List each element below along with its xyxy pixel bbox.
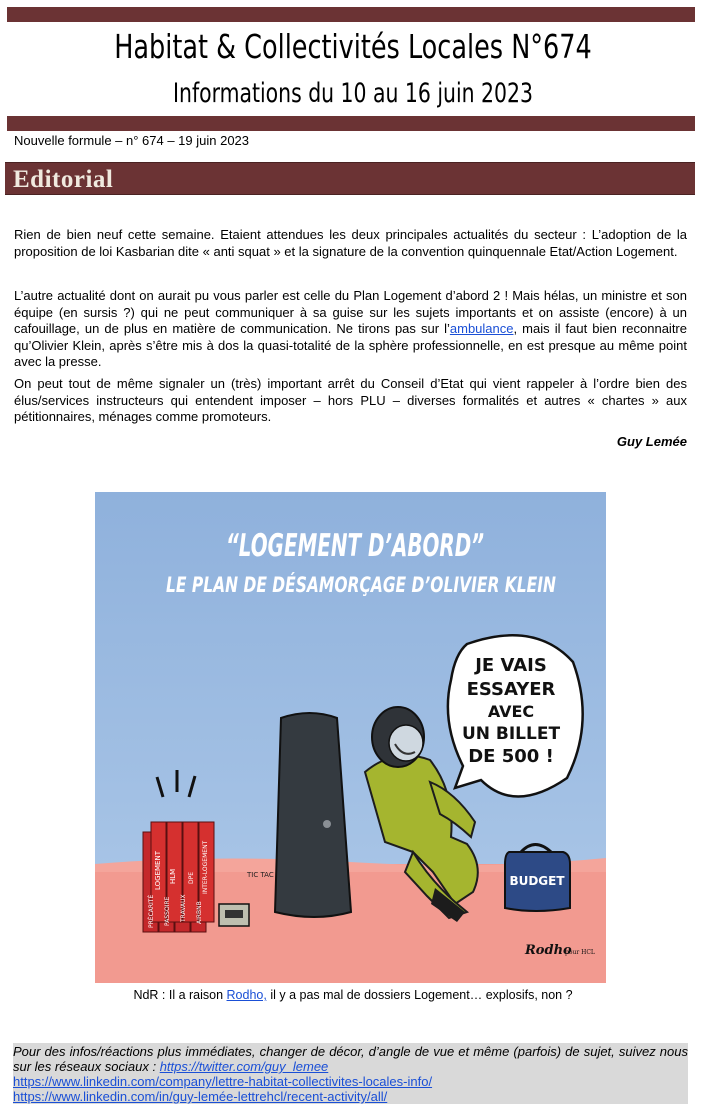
svg-text:JE VAIS: JE VAIS xyxy=(475,655,547,676)
section-header xyxy=(5,162,695,195)
svg-text:PRÉCARITÉ: PRÉCARITÉ xyxy=(148,894,155,928)
section-title: Editorial xyxy=(13,166,114,193)
svg-text:AIRBNB: AIRBNB xyxy=(196,901,203,924)
social-intro-text: Pour des infos/réactions plus immédiates, changer de décor, d’angle de vue et même (parfois) de sujet, suivez nous sur les réseaux sociaux : xyxy=(13,1044,688,1074)
cartoon-caption xyxy=(0,988,706,1002)
svg-text:PASSOIRE: PASSOIRE xyxy=(164,896,171,926)
svg-text:TRAVAUX: TRAVAUX xyxy=(180,894,187,922)
caption-text-end: il y a pas mal de dossiers Logement… explosifs, non ? xyxy=(266,988,573,1002)
svg-text:LOGEMENT: LOGEMENT xyxy=(154,851,162,890)
p2-text-end: , mais il faut bien reconnaitre qu’Olivier Klein, après s’être mis à dos la quasi-totalité de la sphère professionnelle, en est presque au même point avec la presse. xyxy=(14,321,687,369)
svg-text:INTER-LOGEMENT: INTER-LOGEMENT xyxy=(202,840,209,894)
newsletter-subtitle: Informations du 10 au 16 juin 2023 xyxy=(173,78,533,109)
cartoonist-note: pour HCL xyxy=(565,949,595,956)
svg-text:TIC TAC: TIC TAC xyxy=(247,871,274,879)
twitter-link[interactable]: https://twitter.com/guy_lemee xyxy=(159,1059,329,1074)
rodho-link[interactable]: Rodho, xyxy=(226,988,267,1002)
speech-bubble xyxy=(448,635,583,796)
newsletter-title: Habitat & Collectivités Locales N°674 xyxy=(114,27,592,66)
ambulance-link[interactable]: ambulance xyxy=(449,321,514,336)
author-signature: Guy Lemée xyxy=(616,434,687,449)
editorial-paragraph-3: On peut tout de même signaler un (très) important arrêt du Conseil d’Etat qui vient rappeler à l’ordre bien des élus/services instructeurs qui entendent imposer – hors PLU – diverses formalités et autres « chartes » aux pétitionnaires, ménages comme promoteurs. xyxy=(14,376,687,424)
svg-text:AVEC: AVEC xyxy=(487,702,535,721)
cartoon-title-2: LE PLAN DE DÉSAMORÇAGE D’OLIVIER KLEIN xyxy=(166,573,695,597)
top-rule xyxy=(7,7,695,22)
svg-text:ESSAYER: ESSAYER xyxy=(466,679,556,700)
linkedin-profile-link[interactable]: https://www.linkedin.com/in/guy-lemée-lettrehcl/recent-activity/all/ xyxy=(13,1089,388,1104)
editorial-paragraph-1: Rien de bien neuf cette semaine. Etaient attendues les deux principales actualités du secteur : L’adoption de la proposition de loi Kasbarian dite « anti squat » et la signature de la convention quinquennale Etat/Action Logement. xyxy=(14,227,687,259)
linkedin-company-link[interactable]: https://www.linkedin.com/company/lettre-habitat-collectivites-locales-info/ xyxy=(13,1074,433,1089)
svg-text:BUDGET: BUDGET xyxy=(509,874,565,888)
riot-shield xyxy=(275,713,351,917)
svg-text:UN BILLET: UN BILLET xyxy=(461,724,561,744)
social-footer xyxy=(13,1043,688,1104)
svg-text:DE 500 !: DE 500 ! xyxy=(468,746,554,767)
caption-text-start: NdR : Il a raison xyxy=(133,988,227,1002)
budget-bag xyxy=(505,845,570,912)
editorial-paragraph-2 xyxy=(14,288,687,371)
svg-text:HLM: HLM xyxy=(169,868,177,884)
cartoon-illustration xyxy=(95,492,695,983)
cartoonist-signature: Rodho xyxy=(525,943,572,958)
issue-meta: Nouvelle formule – n° 674 – 19 juin 2023 xyxy=(14,133,250,148)
p2-text-start: L’autre actualité dont on aurait pu vous parler est celle du Plan Logement d’abord 2 ! Mais hélas, un ministre et son équipe (en sursis ?) qui ne peut communiquer à sa guise sur les sujets importants et on assiste (encore) à un cafouillage, un de plus en matière de communication. Ne tirons pas sur l’ xyxy=(14,288,687,336)
social-intro xyxy=(13,1043,688,1074)
svg-text:DPE: DPE xyxy=(188,871,195,884)
header-bottom-rule xyxy=(7,116,695,131)
cartoon-title-1: “LOGEMENT D’ABORD” xyxy=(226,528,484,564)
